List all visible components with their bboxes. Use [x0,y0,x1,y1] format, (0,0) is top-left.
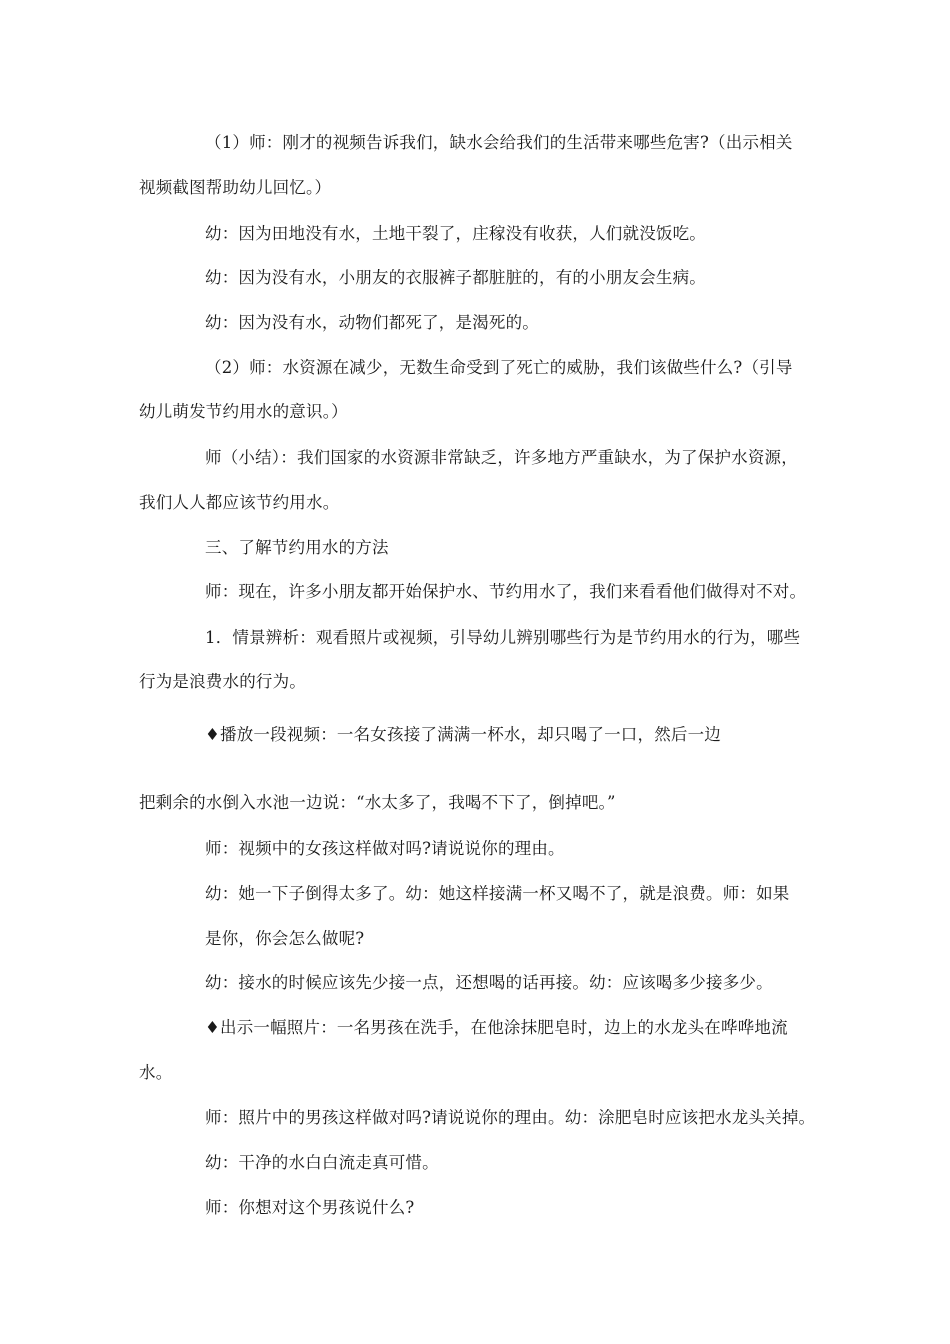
paragraph-line: 师（小结）：我们国家的水资源非常缺乏，许多地方严重缺水，为了保护水资源， [205,448,798,467]
paragraph-line: 幼：因为田地没有水，土地干裂了，庄稼没有收获，人们就没饭吃。 [205,224,706,243]
paragraph-line: 幼儿萌发节约用水的意识。） [139,402,348,421]
paragraph-line: 幼：因为没有水，动物们都死了，是渴死的。 [205,313,539,332]
paragraph-line: ♦播放一段视频：一名女孩接了满满一杯水，却只喝了一口，然后一边 [205,725,721,744]
paragraph-line: 师：视频中的女孩这样做对吗?请说说你的理由。 [205,839,565,858]
paragraph-line: 把剩余的水倒入水池一边说：“水太多了，我喝不下了，倒掉吧。” [139,793,616,812]
paragraph-line: 水。 [139,1063,173,1082]
section-heading: 三、了解节约用水的方法 [205,538,389,557]
paragraph-line: 幼：因为没有水，小朋友的衣服裤子都脏脏的，有的小朋友会生病。 [205,268,706,287]
paragraph-line: （1）师：刚才的视频告诉我们，缺水会给我们的生活带来哪些危害?（出示相关 [205,133,793,152]
paragraph-line: 幼：干净的水白白流走真可惜。 [205,1153,439,1172]
paragraph-line: 师：现在，许多小朋友都开始保护水、节约用水了，我们来看看他们做得对不对。 [205,582,807,601]
paragraph-line: 幼：她一下子倒得太多了。幼：她这样接满一杯又喝不了，就是浪费。师：如果 [205,884,790,903]
paragraph-line: 师：你想对这个男孩说什么? [205,1198,415,1217]
paragraph-line: 行为是浪费水的行为。 [139,672,306,691]
paragraph-line: 是你，你会怎么做呢? [205,929,365,948]
paragraph-line: 视频截图帮助幼儿回忆。） [139,178,332,197]
paragraph-line: （2）师：水资源在减少，无数生命受到了死亡的威胁，我们该做些什么?（引导 [205,358,793,377]
paragraph-line: 师：照片中的男孩这样做对吗?请说说你的理由。幼：涂肥皂时应该把水龙头关掉。 [205,1108,816,1127]
paragraph-line: ♦出示一幅照片：一名男孩在洗手，在他涂抹肥皂时，边上的水龙头在哗哗地流 [205,1018,788,1037]
paragraph-line: 1．情景辨析：观看照片或视频，引导幼儿辨别哪些行为是节约用水的行为，哪些 [205,628,801,647]
paragraph-line: 我们人人都应该节约用水。 [139,493,340,512]
paragraph-line: 幼：接水的时候应该先少接一点，还想喝的话再接。幼：应该喝多少接多少。 [205,973,773,992]
